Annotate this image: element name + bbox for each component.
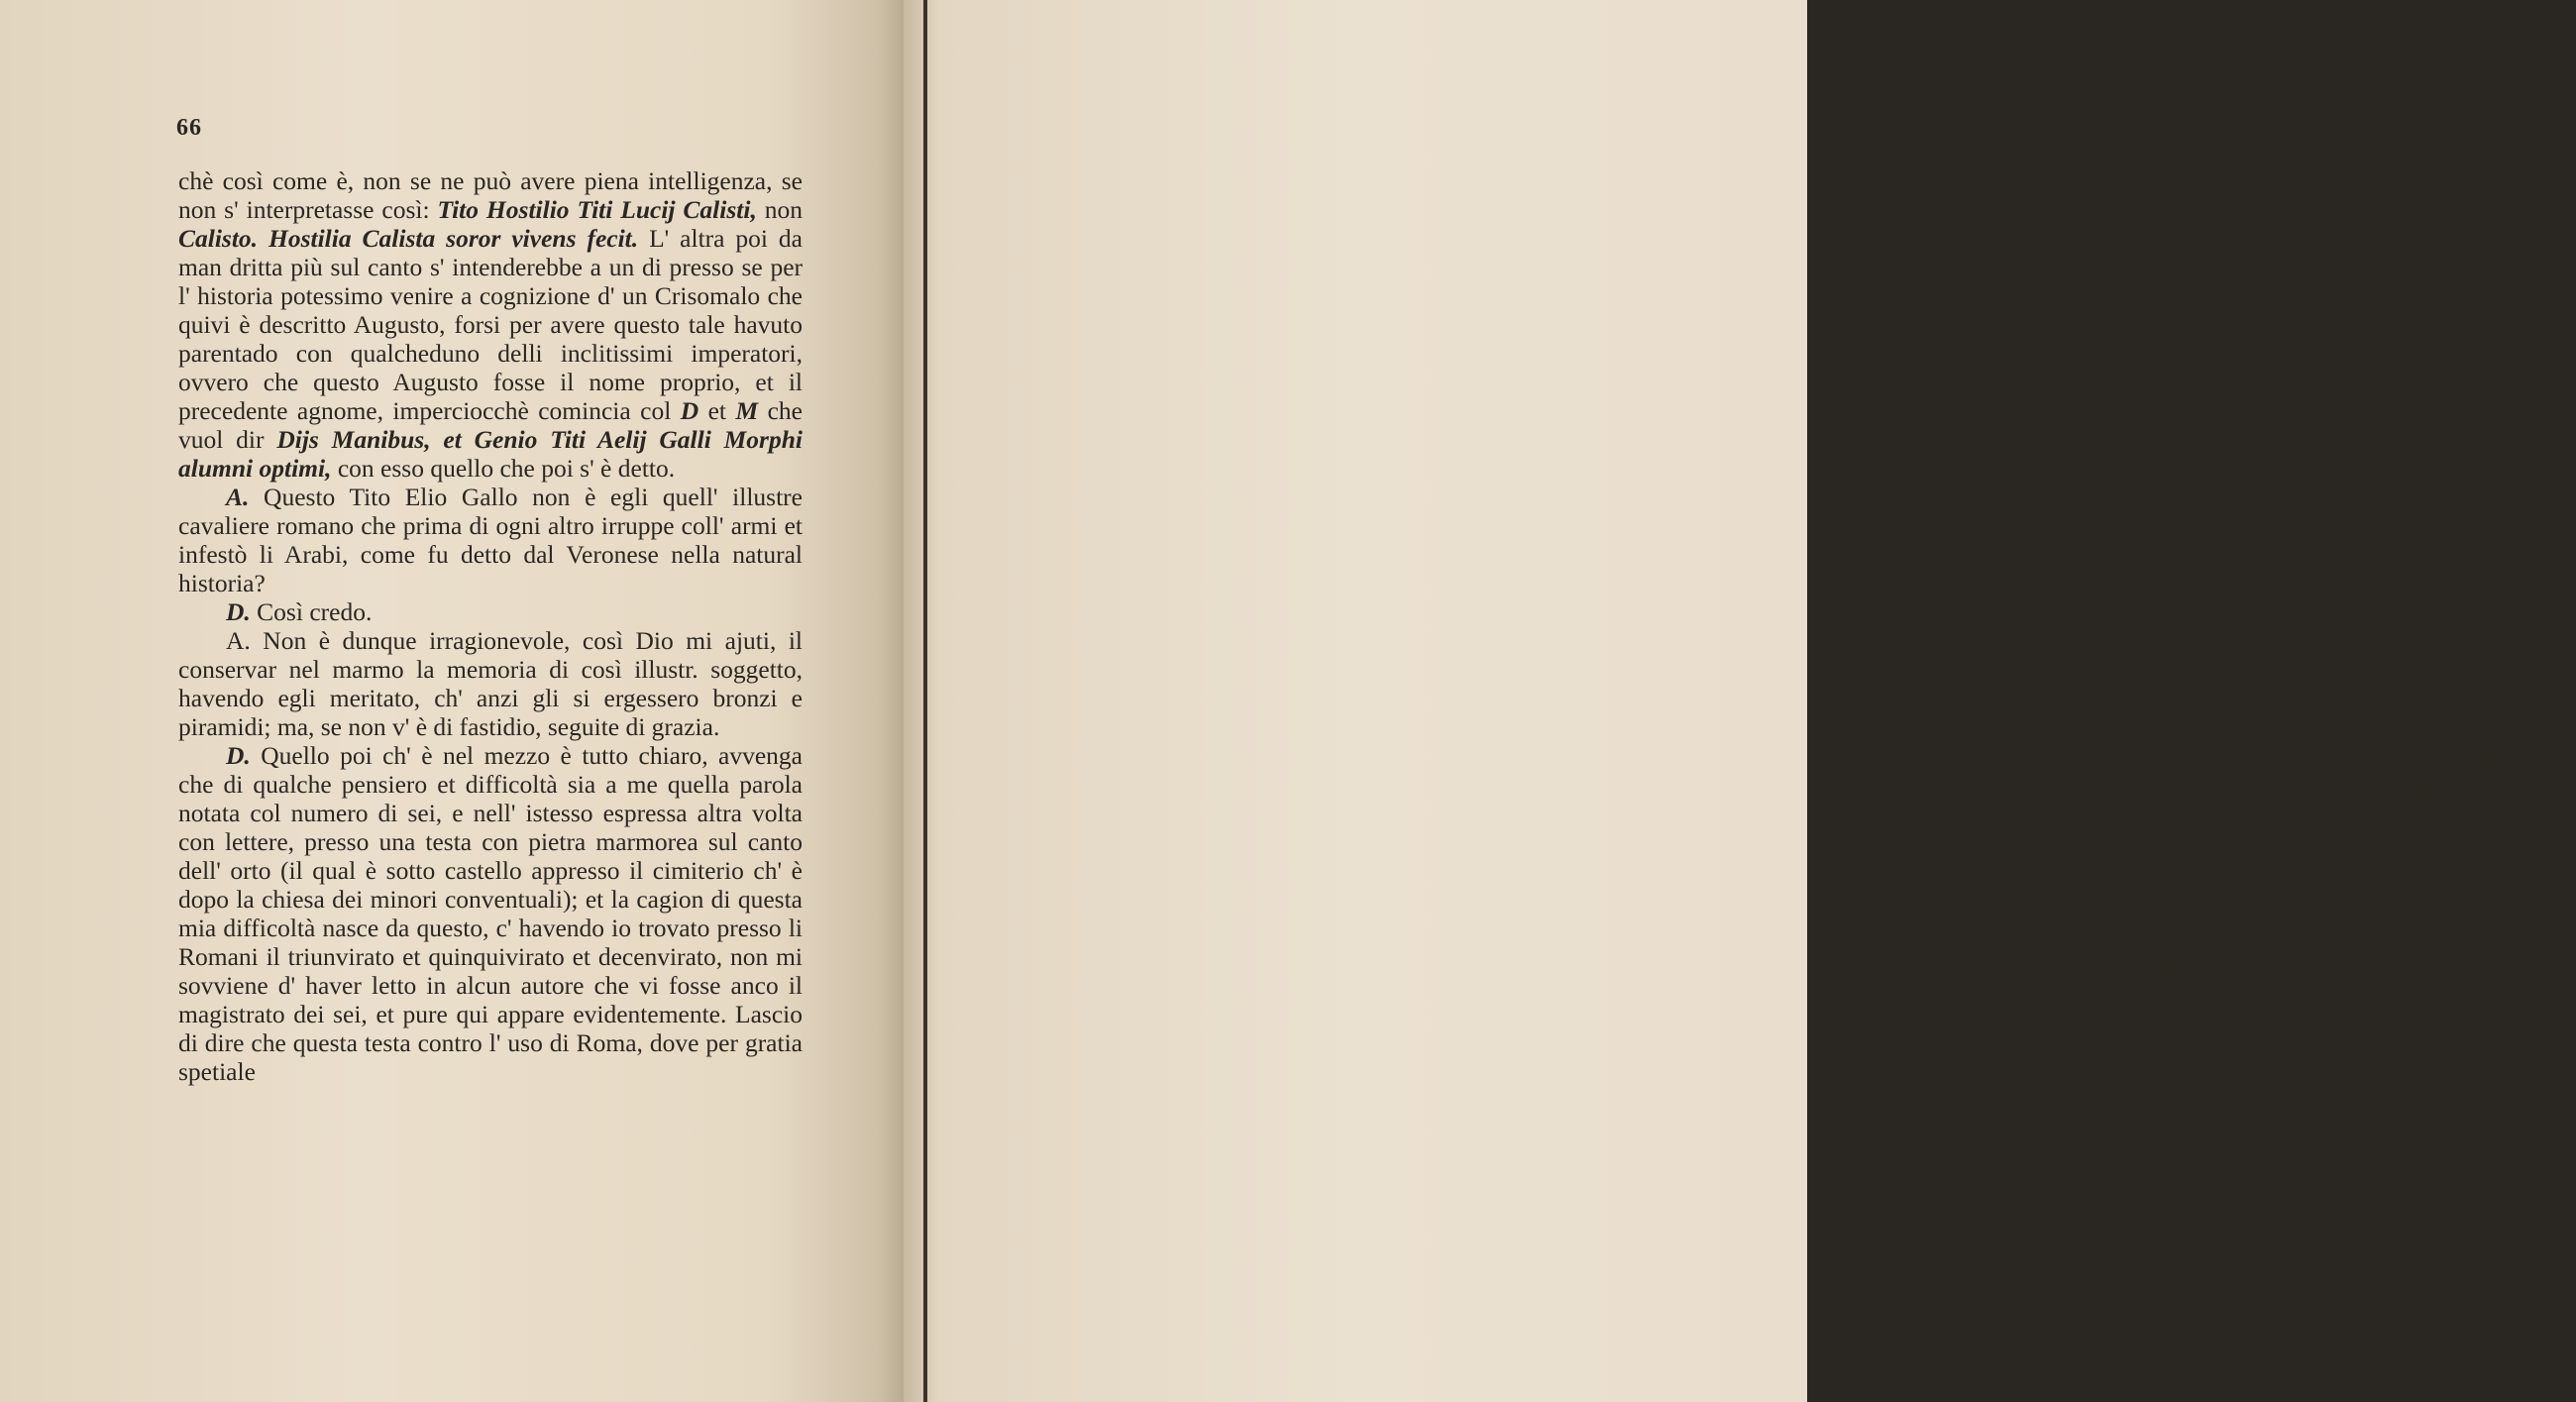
signature-mark: ✲ <box>2486 1202 2505 1227</box>
text-run: L' altra poi da man dritta più sul canto s' intenderebbe a un di presso se per l' historia potessimo venire a cognizione d' un Crisomalo che quivi è descritto Augusto, forsi per avere questo tale havuto parentado con qualcheduno delli inclitissimi imperatori, ovvero che questo Augusto fosse il nome proprio, et il precedente agnome, imperciocchè comincia col <box>178 224 803 425</box>
page-number: 67 <box>2548 127 2574 153</box>
text-run: chè così come è, non se ne può avere piena intelligenza, se non s' interpretasse così: <box>178 166 803 224</box>
italic-text: D. <box>226 741 251 770</box>
italic-text: fortia facere et pati, romanum est. <box>1948 774 2576 831</box>
right-page <box>904 0 2576 1402</box>
italic-text: Calisto. Hostilia Calista soror vivens fecit. <box>178 224 639 253</box>
text-run: Quello poi ch' è nel mezzo è tutto chiaro, avvenga che di qualche pensiero et difficoltà sia a me quella parola notata col numero di sei, e nell' istesso espressa altra volta con lettere, presso una testa con pietra marmorea sul canto dell' orto (il qual è sotto castello appresso il cimiterio ch' è dopo la chiesa dei minori conventuali); et la cagion di questa mia difficoltà nasce da questo, c' havendo io trovato presso li Romani il triunvirato et quinquivirato et decenvirato, non mi sovviene d' haver letto in alcun autore che vi fosse anco il magistrato dei sei, et pure qui appare evidentemente. Lascio di dire che questa testa contro l' uso di Roma, dove per gratia spetiale <box>178 741 803 1086</box>
text-run: A. Non è dunque irragionevole, così Dio mi ajuti, il conservar nel marmo la memoria di così illustr. soggetto, havendo egli meritato, ch' anzi gli si ergessero bronzi e piramidi; ma, se non v' è di fastidio, seguite di grazia. <box>178 626 803 741</box>
italic-text: Dijs Manibus, et Genio Titi Aelij Galli Morphi alumni optimi, <box>178 425 803 483</box>
text-run: fu concesso ad alcuni 'l . . . . . . . o per coprire il calvitio, o per cause urgenti (come si prova coll' esempio di moltissime statue, et l' autorità, tra i moderni scrittori, dell' ingegnosissimo et dotto imperista Scipione Amirato) sia coperta et velata nell' intaglio alla foggia de li flamini; et ritornando da capo, per avviso di quei che leggeranno il presente trattato, dico c' havrei di bisogno anch' io, com' in tutte l' altre mie cose, di maestro nell' historia, per intendere chi fosse Quinto Sirtio Calisto nell' epitafio notato con Lecania Prisca, che nell' istesso è descritta moglie, non trovando nè presso Quinto Curzio o Dionisio, o 'l padovano alcuna memoria d' essi; ma ciò che si sia, è forza che fossero grand' heroi, poichè furono Romani, nell' insuperbito valore de' quali (come dimostra il trionfato mondo tra l' Oriente e l' Occidente) l' istesse cose impossibili si resero fattibili altutto, et quindi saggiamente havendo introdotto l' accorto imperista per capo in segno di operata virtù, l' atione del bruciante braccio del glorioso Scevola davanti la maestà del gran eroe Porsenna (re nella bella patria Etruria di Chiusini, la città regia del quale, già famosissima detta Chiusi, è hoggi nell' ambito suo quanto è 'l famosissimo laberinto sotto la piazza) avere la pittura col motto pieno di spirito, <box>1948 170 2576 803</box>
italic-text: Ρουφεα Χρυσοπόλις καλλί, <box>2052 946 2341 975</box>
paragraph <box>178 741 803 1086</box>
page-text <box>1948 170 2576 1090</box>
italic-text: M <box>735 396 759 425</box>
paragraph <box>178 483 803 597</box>
text-run: che vuol dir <box>178 396 803 454</box>
text-run: con esso quello che poi s' è detto. <box>331 454 676 483</box>
paragraph <box>178 626 803 741</box>
paragraph <box>1948 170 2576 1090</box>
text-run: Così credo. <box>250 597 373 626</box>
book-gutter <box>923 0 927 1402</box>
italic-text: A. <box>226 483 250 511</box>
text-run: Questo Tito Elio Gallo non è egli quell' illustre cavaliere romano che prima di ogni altro irruppe coll' armi et infestò li Arabi, come fu detto dal Veronese nella natural historia? <box>178 483 803 597</box>
italic-text: Tito Hostilio Titi Lucij Calisti, <box>437 195 757 224</box>
page-text <box>178 166 803 1086</box>
text-run: et <box>698 396 736 425</box>
italic-text: D <box>680 396 699 425</box>
text-run: ovvero leggendo non come la parola vien emendata, ma come giace, che certo Ruffo, capo di Colchi d' essa edificatori, dal nome suo, essendone esso stato fondatore, la chiamasse, imperocchè è scritto <box>1948 946 2576 1090</box>
paragraph <box>178 597 803 626</box>
italic-text: D. <box>226 597 251 626</box>
left-page <box>0 0 904 1402</box>
text-run: La greca poi (s' è vero che quelle lettere siano state alterate, il che a me non pare, mostrandosi esse vecchissime) pare che voglia dire, stante l' immutazione, che affermano essere stata fatta, che per la spada questa città bona et d' oro sia andata a male; perchè è scritto col proprio lor carattere, <box>1948 803 2576 975</box>
text-run: non <box>756 195 803 224</box>
paragraph <box>178 166 803 483</box>
page-number: 66 <box>176 115 202 141</box>
